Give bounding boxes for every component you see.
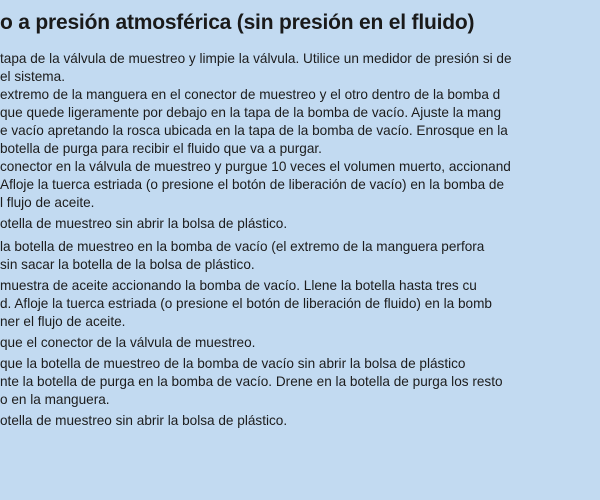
text-line: tapa de la válvula de muestreo y limpie la válvula. Utilice un medidor de presión si de	[0, 51, 512, 66]
text-line: Afloje la tuerca estriada (o presione el botón de liberación de vacío) en la bomba de	[0, 177, 505, 192]
text-line: extremo de la manguera en el conector de muestreo y el otro dentro de la bomba d	[0, 87, 501, 102]
text-line: sin sacar la botella de la bolsa de plástico.	[0, 257, 255, 272]
text-line: conector en la válvula de muestreo y purgue 10 veces el volumen muerto, accionand	[0, 159, 511, 174]
text-line: que la botella de muestreo de la bomba de vacío sin abrir la bolsa de plástico	[0, 356, 466, 371]
text-line: l flujo de aceite.	[0, 195, 95, 210]
text-line: otella de muestreo sin abrir la bolsa de plástico.	[0, 216, 288, 231]
text-line: nte la botella de purga en la bomba de vacío. Drene en la botella de purga los resto	[0, 374, 503, 389]
text-line: muestra de aceite accionando la bomba de vacío. Llene la botella hasta tres cu	[0, 278, 477, 293]
text-line: d. Afloje la tuerca estriada (o presione el botón de liberación de fluido) en la bomb	[0, 296, 492, 311]
text-line: que el conector de la válvula de muestreo.	[0, 335, 256, 350]
text-line: la botella de muestreo en la bomba de vacío (el extremo de la manguera perfora	[0, 239, 485, 254]
text-line: o en la manguera.	[0, 392, 110, 407]
text-line: botella de purga para recibir el fluido que va a purgar.	[0, 141, 322, 156]
text-line: e vacío apretando la rosca ubicada en la tapa de la bomba de vacío. Enrosque en la	[0, 123, 508, 138]
text-line: que quede ligeramente por debajo en la tapa de la bomba de vacío. Ajuste la mang	[0, 105, 502, 120]
section-title: o a presión atmosférica (sin presión en el fluido)	[0, 11, 475, 34]
text-line: el sistema.	[0, 69, 65, 84]
text-line: ner el flujo de aceite.	[0, 314, 126, 329]
text-line: otella de muestreo sin abrir la bolsa de plástico.	[0, 413, 288, 428]
